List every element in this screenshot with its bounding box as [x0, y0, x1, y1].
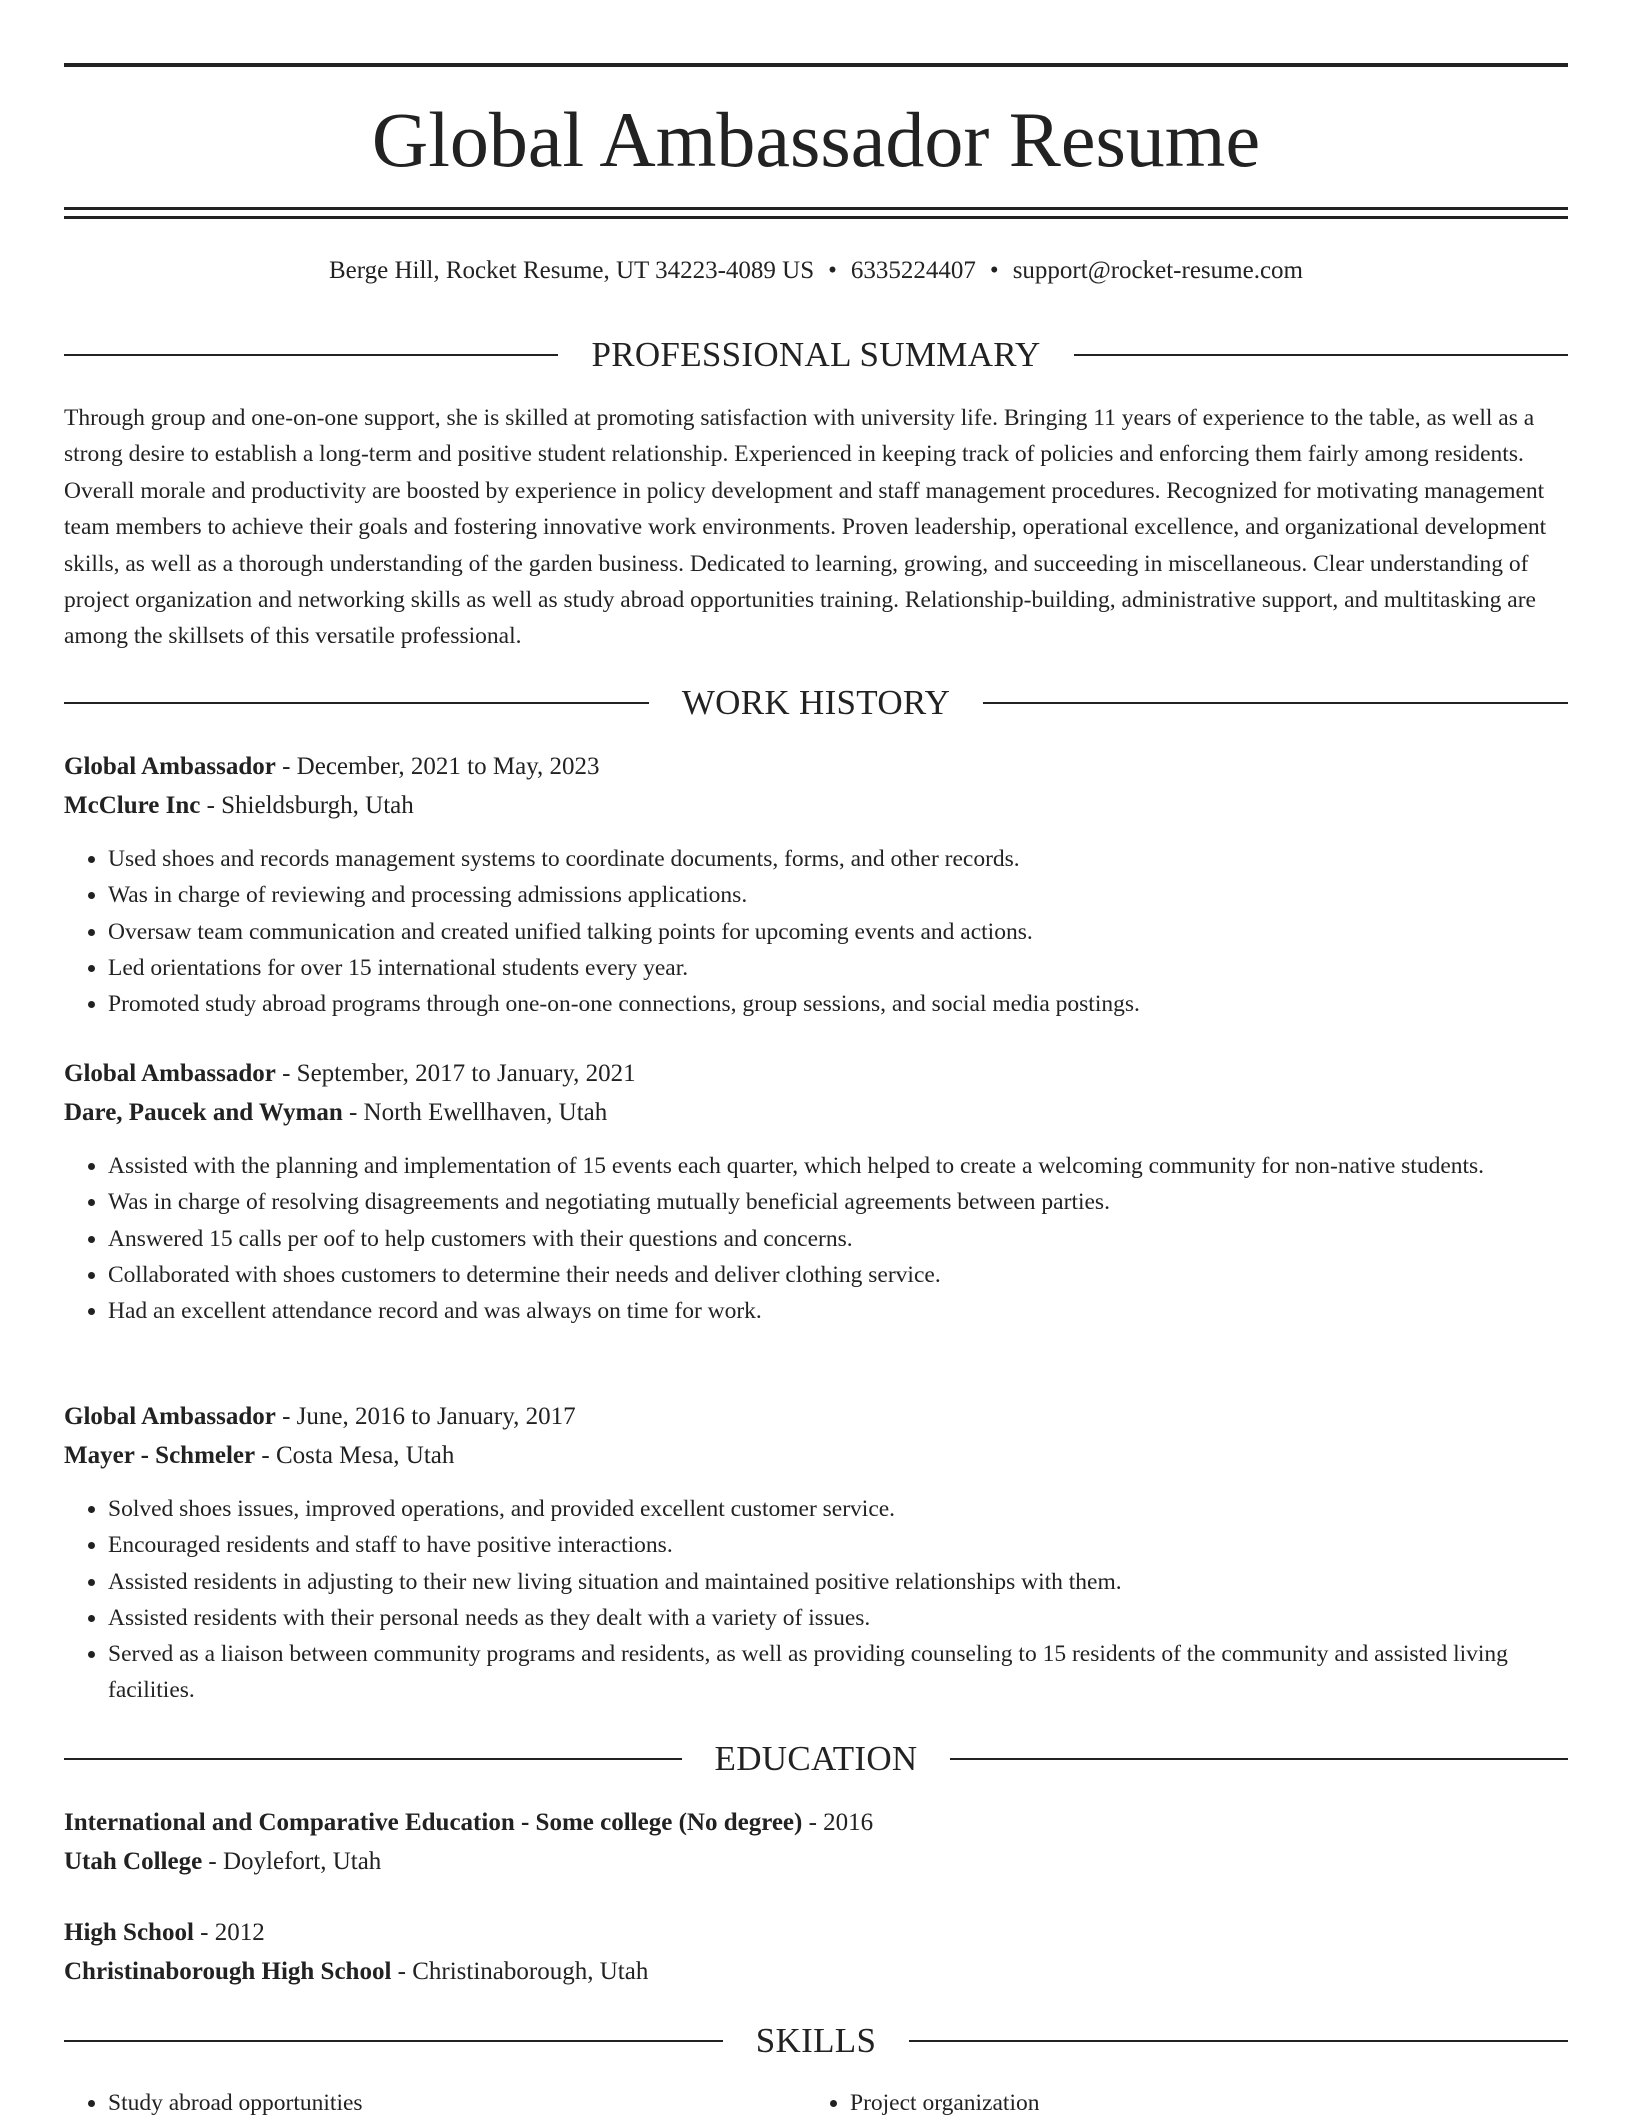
job-role: Global Ambassador [64, 753, 276, 780]
education-school-line [64, 1843, 1568, 1882]
heading-rule [983, 702, 1568, 704]
education-year: - 2012 [193, 1919, 265, 1946]
skill-item: • Study abroad opportunities [108, 2085, 806, 2121]
education-degree-line [64, 1914, 1568, 1953]
job-company: McClure Inc [64, 791, 201, 819]
job-bullet: • Assisted residents in adjusting to their new living situation and maintained positive relationships with them. [108, 1564, 1568, 1600]
education-location: - Christinaborough, Utah [391, 1957, 649, 1985]
job-bullets [64, 841, 1568, 1022]
skills-columns [64, 2085, 1568, 2121]
job-entry [64, 1055, 1568, 1329]
job-bullet: • Used shoes and records management systems to coordinate documents, forms, and other records. [108, 841, 1568, 877]
job-company: Dare, Paucek and Wyman [64, 1098, 343, 1126]
section-heading-skills [64, 2019, 1568, 2063]
section-title: EDUCATION [714, 1739, 918, 1778]
section-heading-education [64, 1737, 1568, 1781]
skill-item: • Project organization [850, 2085, 1548, 2121]
section-title: WORK HISTORY [681, 683, 951, 722]
job-company-line [64, 1094, 1568, 1133]
job-bullet: • Answered 15 calls per oof to help customers with their questions and concerns. [108, 1221, 1568, 1257]
education-degree-line [64, 1804, 1568, 1843]
summary-text: Through group and one-on-one support, she is skilled at promoting satisfaction with university life. Bringing 11 years of experience to the table, as well as a strong desire to establish a long-term and positive student relationship. Experienced in keeping track of policies and enforcing them fairly among residents. Overall morale and productivity are boosted by experience in policy development and staff management procedures. Recognized for motivating management team members to achieve their goals and fostering innovative work environments. Proven leadership, operational excellence, and organizational development skills, as well as a thorough understanding of the garden business. Dedicated to learning, growing, and succeeding in miscellaneous. Clear understanding of project organization and networking skills as well as study abroad opportunities training. Relationship-building, administrative support, and multitasking are among the skillsets of this versatile professional. [64, 405, 1547, 650]
heading-rule [950, 1758, 1568, 1760]
job-title-line [64, 748, 1568, 787]
job-company-line [64, 1437, 1568, 1476]
contact-address: Berge Hill, Rocket Resume, UT 34223-4089 US [329, 257, 815, 284]
contact-line [64, 253, 1568, 289]
job-bullet: • Assisted with the planning and implementation of 15 events each quarter, which helped to create a welcoming community for non-native students. [108, 1148, 1568, 1184]
heading-rule [64, 1758, 682, 1760]
job-bullet: • Solved shoes issues, improved operations, and provided excellent customer service. [108, 1491, 1568, 1527]
education-school-line [64, 1953, 1568, 1992]
job-bullet: • Served as a liaison between community programs and residents, as well as providing counseling to 15 residents of the community and assisted living facilities. [108, 1636, 1568, 1708]
job-bullet: • Had an excellent attendance record and was always on time for work. [108, 1293, 1568, 1329]
job-bullet: • Was in charge of reviewing and processing admissions applications. [108, 877, 1568, 913]
job-bullet: • Encouraged residents and staff to have positive interactions. [108, 1527, 1568, 1563]
education-degree: High School [64, 1919, 194, 1946]
skills-column-right [806, 2085, 1548, 2121]
heading-rule [1074, 354, 1568, 356]
job-entry [64, 748, 1568, 1022]
heading-rule [909, 2040, 1568, 2042]
job-bullet: • Promoted study abroad programs through one-on-one connections, group sessions, and social media postings. [108, 986, 1568, 1022]
job-bullets [64, 1148, 1568, 1329]
job-bullet: • Assisted residents with their personal needs as they dealt with a variety of issues. [108, 1600, 1568, 1636]
job-bullet: • Oversaw team communication and created unified talking points for upcoming events and actions. [108, 914, 1568, 950]
job-bullets [64, 1491, 1568, 1708]
contact-phone: 6335224407 [850, 257, 976, 284]
job-role: Global Ambassador [64, 1060, 276, 1087]
job-dates: - September, 2017 to January, 2021 [275, 1060, 636, 1087]
job-title-line [64, 1398, 1568, 1437]
job-company: Mayer - Schmeler [64, 1441, 256, 1469]
job-entry [64, 1398, 1568, 1708]
skills-column-left [64, 2085, 806, 2121]
section-title: PROFESSIONAL SUMMARY [591, 335, 1041, 374]
section-title: SKILLS [755, 2021, 877, 2060]
resume-title: Global Ambassador Resume [371, 96, 1261, 183]
education-entry [64, 1804, 1568, 1881]
heading-rule [64, 2040, 723, 2042]
education-school: Christinaborough High School [64, 1957, 392, 1985]
job-location: - Costa Mesa, Utah [255, 1441, 455, 1469]
job-location: - Shieldsburgh, Utah [200, 791, 414, 819]
education-school: Utah College [64, 1847, 203, 1875]
education-entry [64, 1914, 1568, 1991]
top-rule [64, 63, 1568, 67]
job-bullet: • Collaborated with shoes customers to determine their needs and deliver clothing service. [108, 1257, 1568, 1293]
contact-separator: • [989, 257, 999, 284]
job-bullet: • Was in charge of resolving disagreements and negotiating mutually beneficial agreements between parties. [108, 1184, 1568, 1220]
job-dates: - December, 2021 to May, 2023 [275, 753, 600, 780]
job-role: Global Ambassador [64, 1403, 276, 1430]
contact-email: support@rocket-resume.com [1012, 257, 1303, 284]
heading-rule [64, 354, 558, 356]
title-rule-lower [64, 216, 1568, 219]
section-heading-summary [64, 333, 1568, 377]
title-rule-upper [64, 207, 1568, 210]
education-year: - 2016 [802, 1809, 874, 1836]
job-dates: - June, 2016 to January, 2017 [275, 1403, 576, 1430]
job-company-line [64, 787, 1568, 826]
heading-rule [64, 702, 649, 704]
job-location: - North Ewellhaven, Utah [342, 1098, 608, 1126]
education-degree: International and Comparative Education - Some college (No degree) [64, 1809, 803, 1836]
section-heading-work [64, 681, 1568, 725]
contact-separator: • [828, 257, 837, 284]
job-bullet: • Led orientations for over 15 international students every year. [108, 950, 1568, 986]
job-title-line [64, 1055, 1568, 1094]
education-location: - Doylefort, Utah [202, 1847, 382, 1875]
